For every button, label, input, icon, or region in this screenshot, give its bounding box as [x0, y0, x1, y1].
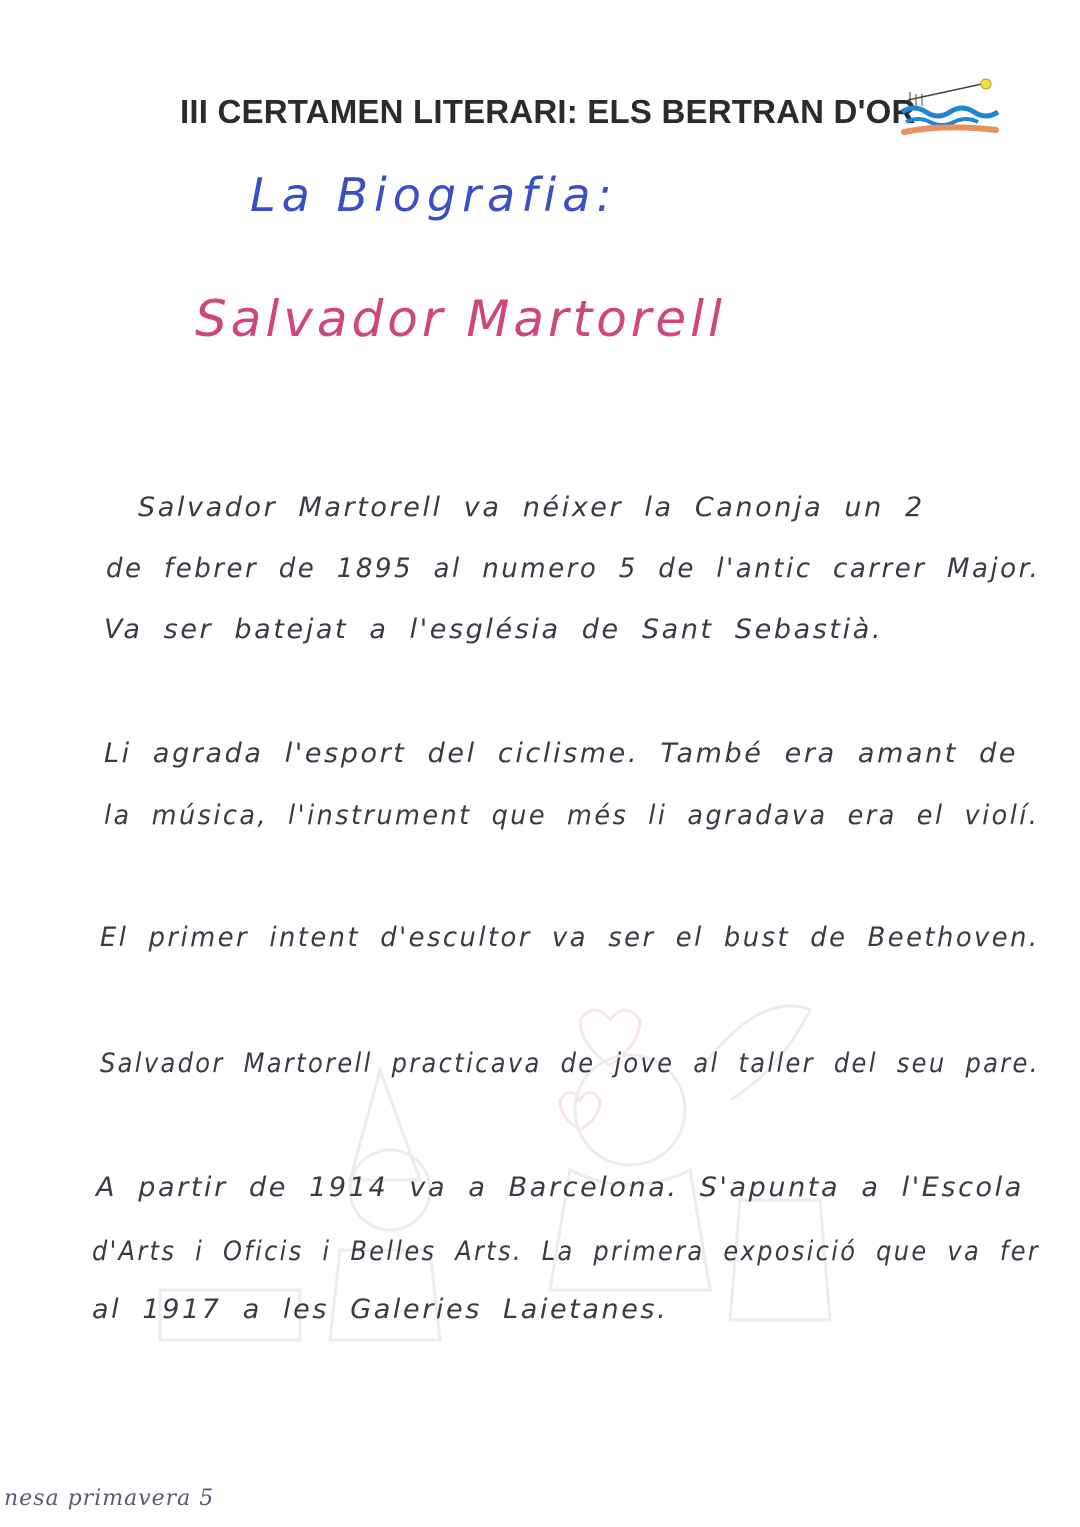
body-line: Li agrada l'esport del ciclisme. També era amant de	[104, 738, 1019, 769]
author-signature: nesa primavera 5	[4, 1486, 215, 1511]
body-line: Salvador Martorell va néixer la Canonja un 2	[138, 492, 925, 523]
contest-logo-icon	[898, 72, 1002, 144]
subject-name: Salvador Martorell	[195, 290, 726, 348]
page-title: III CERTAMEN LITERARI: ELS BERTRAN D'OR	[180, 93, 916, 130]
body-line: Va ser batejat a l'església de Sant Sebastià.	[104, 614, 884, 645]
section-label: La Biografia:	[250, 168, 618, 222]
body-line: A partir de 1914 va a Barcelona. S'apunta a l'Escola	[96, 1172, 1024, 1203]
body-line: d'Arts i Oficis i Belles Arts. La primera exposició que va fer	[92, 1236, 1041, 1267]
body-line: El primer intent d'escultor va ser el bust de Beethoven.	[100, 922, 1040, 953]
body-line: la música, l'instrument que més li agradava era el violí.	[104, 800, 1040, 831]
body-line: Salvador Martorell practicava de jove al taller del seu pare.	[100, 1048, 1040, 1079]
body-line: al 1917 a les Galeries Laietanes.	[92, 1294, 669, 1325]
body-line: de febrer de 1895 al numero 5 de l'antic carrer Major.	[106, 553, 1041, 584]
